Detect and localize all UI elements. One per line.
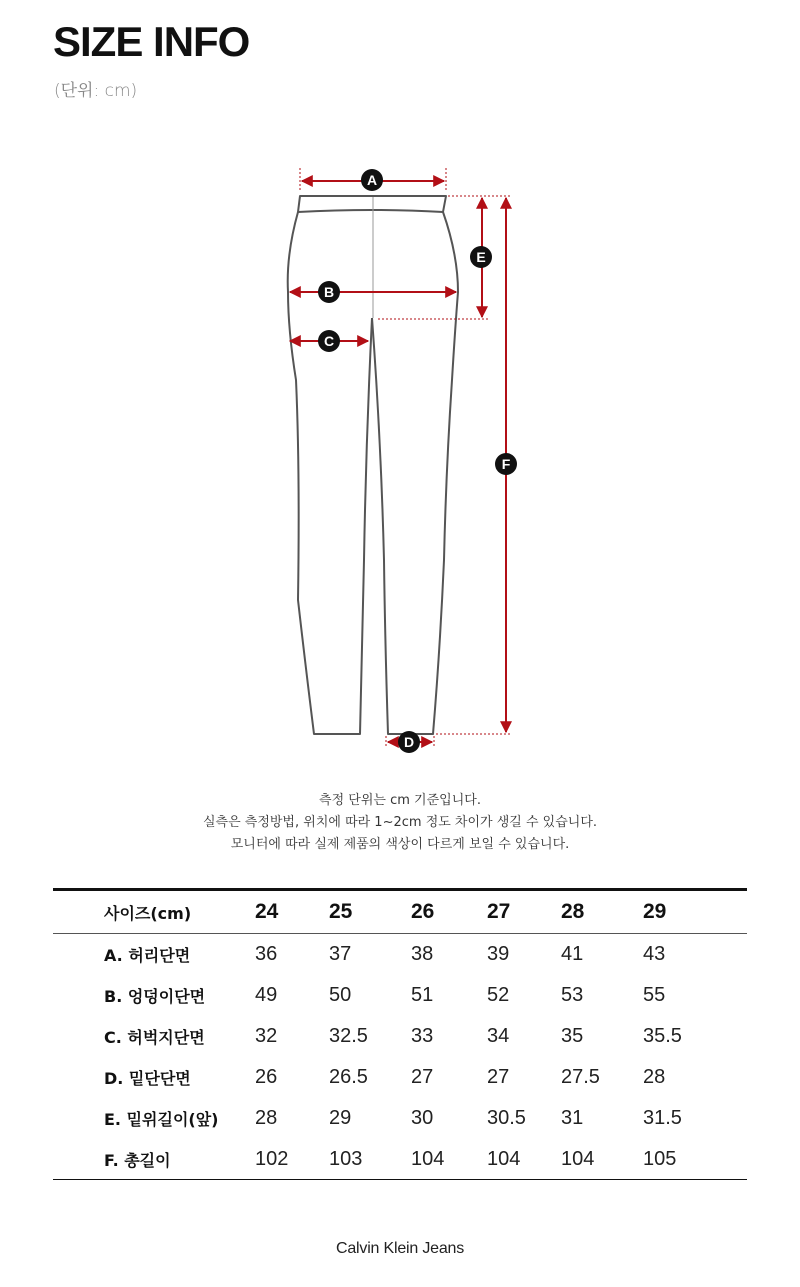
table-cell: 35	[561, 1025, 584, 1047]
table-cell: 51	[411, 984, 434, 1006]
row-label: C. 허벅지단면	[104, 1028, 205, 1047]
table-cell: 104	[411, 1147, 445, 1170]
row-label: B. 엉덩이단면	[104, 987, 206, 1006]
table-cell: 53	[561, 984, 584, 1006]
marker-d	[398, 731, 420, 753]
table-cell: 27	[411, 1066, 434, 1088]
row-label: A. 허리단면	[104, 946, 191, 965]
size-table	[53, 888, 747, 1180]
table-cell: 50	[329, 984, 352, 1006]
table-cell: 27.5	[561, 1066, 600, 1088]
table-cell: 43	[643, 943, 666, 965]
table-cell: 26	[255, 1066, 278, 1088]
table-row	[53, 975, 747, 1016]
note-line: 측정 단위는 cm 기준입니다.	[319, 793, 481, 808]
marker-c	[318, 330, 340, 352]
note-line: 모니터에 따라 실제 제품의 색상이 다르게 보일 수 있습니다.	[230, 837, 570, 852]
unit-note: (단위: cm)	[54, 81, 138, 101]
table-cell: 32.5	[329, 1025, 368, 1047]
size-column-header: 24	[255, 890, 329, 934]
table-cell: 104	[487, 1147, 521, 1170]
table-cell: 37	[329, 943, 352, 965]
measurement-notes	[0, 790, 800, 856]
table-cell: 29	[329, 1107, 352, 1129]
table-cell: 31.5	[643, 1107, 682, 1129]
table-cell: 33	[411, 1025, 434, 1047]
page-title: SIZE INFO	[53, 18, 250, 65]
table-cell: 30	[411, 1107, 434, 1129]
marker-f-label: F	[501, 456, 511, 472]
pants-measurement-diagram	[0, 150, 800, 760]
table-cell: 105	[643, 1147, 677, 1170]
table-cell: 103	[329, 1147, 363, 1170]
table-cell: 55	[643, 984, 666, 1006]
table-cell: 36	[255, 943, 278, 965]
marker-b	[318, 281, 340, 303]
table-cell: 49	[255, 984, 278, 1006]
marker-a-label: A	[366, 172, 378, 188]
table-cell: 27	[487, 1066, 510, 1088]
marker-e-label: E	[476, 249, 486, 265]
marker-d-label: D	[403, 734, 415, 750]
table-cell: 52	[487, 984, 510, 1006]
marker-e	[470, 246, 492, 268]
size-column-header: 26	[411, 890, 487, 934]
measurement-arrows	[290, 181, 506, 742]
table-cell: 102	[255, 1147, 289, 1170]
row-label: D. 밑단단면	[104, 1069, 191, 1088]
brand-logo: Calvin Klein Jeans	[335, 1240, 465, 1257]
table-row	[53, 1057, 747, 1098]
marker-c-label: C	[323, 333, 335, 349]
table-cell: 41	[561, 943, 584, 965]
note-line: 실측은 측정방법, 위치에 따라 1~2cm 정도 차이가 생길 수 있습니다.	[202, 815, 598, 830]
size-column-header: 29	[643, 890, 747, 934]
marker-b-label: B	[323, 284, 335, 300]
table-cell: 32	[255, 1025, 278, 1047]
table-header-row	[53, 890, 747, 934]
marker-a	[361, 169, 383, 191]
table-row	[53, 934, 747, 976]
table-cell: 34	[487, 1025, 510, 1047]
table-row	[53, 1016, 747, 1057]
table-cell: 39	[487, 943, 510, 965]
marker-f	[495, 453, 517, 475]
row-label: F. 총길이	[104, 1150, 171, 1170]
table-cell: 28	[255, 1107, 278, 1129]
table-cell: 28	[643, 1066, 666, 1088]
table-cell: 38	[411, 943, 434, 965]
size-column-header: 27	[487, 890, 561, 934]
size-column-header: 25	[329, 890, 411, 934]
table-cell: 104	[561, 1147, 595, 1170]
size-column-header: 28	[561, 890, 643, 934]
table-cell: 26.5	[329, 1066, 368, 1088]
row-label: E. 밑위길이(앞)	[104, 1110, 219, 1129]
table-cell: 31	[561, 1107, 584, 1129]
table-cell: 30.5	[487, 1107, 526, 1129]
pants-outline	[288, 196, 458, 734]
table-cell: 35.5	[643, 1025, 682, 1047]
table-row	[53, 1139, 747, 1180]
size-header-label: 사이즈(cm)	[53, 890, 255, 934]
table-row	[53, 1098, 747, 1139]
